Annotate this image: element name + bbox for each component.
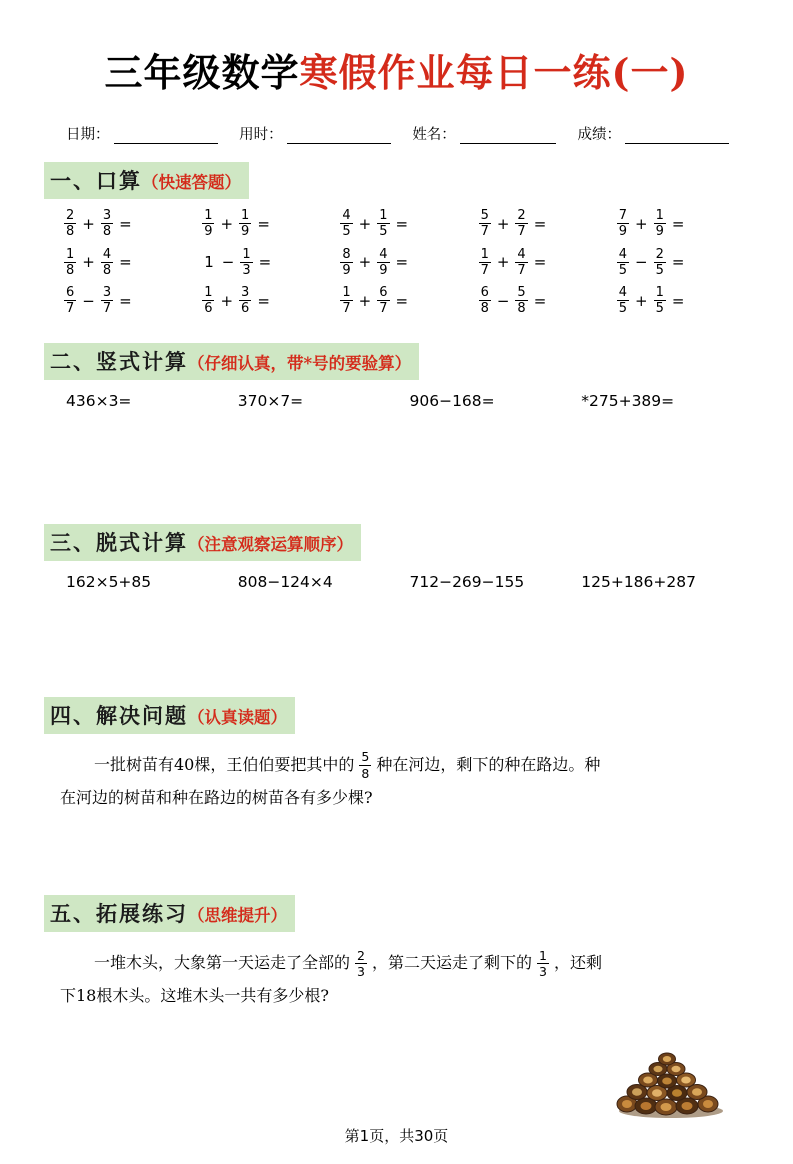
oral-problem bbox=[477, 209, 615, 239]
equals: = bbox=[257, 291, 270, 310]
fraction: $\frac{4}{5}$ bbox=[342, 208, 351, 240]
section-oral-heading bbox=[44, 162, 249, 199]
vertical-problem: *275+389= bbox=[581, 391, 675, 410]
fraction: $\frac{1}{5}$ bbox=[379, 208, 388, 240]
oral-row bbox=[62, 286, 753, 316]
equals: = bbox=[533, 291, 547, 310]
section-vertical bbox=[40, 325, 753, 506]
fraction: $\frac{1}{7}$ bbox=[342, 285, 351, 317]
stepwise-problem: 125+186+287 bbox=[581, 572, 696, 591]
operator: + bbox=[635, 291, 648, 310]
operator: + bbox=[635, 214, 648, 233]
fraction: $\frac{1}{5}$ bbox=[655, 285, 664, 317]
equals: = bbox=[671, 214, 685, 233]
word-problem-part1: 一批树苗有40棵，王伯伯要把其中的 bbox=[94, 754, 355, 774]
fraction: $\frac{1}{9}$ bbox=[204, 208, 213, 240]
section-stepwise-number: 三、脱式计算 bbox=[50, 529, 188, 555]
extension-part4: 下18根木头。这堆木头一共有多少根? bbox=[60, 986, 329, 1006]
operator: + bbox=[82, 253, 95, 272]
oral-problem bbox=[615, 209, 753, 239]
oral-problem bbox=[338, 248, 476, 278]
section-oral bbox=[40, 144, 753, 316]
equals: = bbox=[258, 253, 272, 272]
operator: + bbox=[496, 253, 510, 272]
section-vertical-heading bbox=[44, 343, 419, 380]
stepwise-problem: 162×5+85 bbox=[66, 572, 152, 591]
equals: = bbox=[395, 291, 409, 310]
fraction: $\frac{1}{9}$ bbox=[241, 208, 250, 240]
score-label: 成绩： bbox=[577, 127, 621, 143]
extension-part2: ，第二天运走了剩下的 bbox=[371, 952, 532, 972]
fraction: $\frac{2}{7}$ bbox=[517, 208, 526, 240]
equals: = bbox=[395, 253, 409, 272]
section-word-problem-hint: （认真读题） bbox=[188, 707, 287, 727]
operator: − bbox=[496, 291, 510, 310]
oral-problem bbox=[200, 209, 338, 239]
section-extension bbox=[40, 877, 753, 1013]
equals: = bbox=[119, 291, 132, 310]
equals: = bbox=[533, 253, 547, 272]
extension-problem-text bbox=[44, 946, 753, 1013]
fraction: $\frac{5}{8}$ bbox=[361, 749, 370, 781]
fraction: $\frac{3}{8}$ bbox=[102, 208, 112, 240]
operator: − bbox=[635, 253, 648, 272]
section-extension-heading bbox=[44, 895, 295, 932]
woodpile-illustration bbox=[611, 1036, 731, 1118]
name-blank[interactable] bbox=[460, 129, 556, 144]
fraction: $\frac{5}{7}$ bbox=[480, 208, 489, 240]
name-field[interactable] bbox=[412, 123, 556, 144]
fraction: $\frac{1}{6}$ bbox=[204, 285, 213, 317]
fraction: $\frac{6}{7}$ bbox=[66, 285, 75, 317]
vertical-problem-row bbox=[44, 392, 753, 410]
section-extension-number: 五、拓展练习 bbox=[50, 900, 188, 926]
fraction: $\frac{6}{7}$ bbox=[379, 285, 388, 317]
operator: + bbox=[220, 214, 234, 233]
name-label: 姓名： bbox=[412, 127, 456, 143]
operator: − bbox=[82, 291, 95, 310]
stepwise-problem: 712−269−155 bbox=[409, 572, 525, 591]
word-problem-text bbox=[44, 748, 753, 815]
extension-part3: ，还剩 bbox=[553, 952, 602, 972]
student-info-row bbox=[40, 123, 753, 144]
stepwise-work-area[interactable] bbox=[44, 591, 753, 679]
equals: = bbox=[671, 291, 685, 310]
word-problem-part3: 在河边的树苗和种在路边的树苗各有多少棵? bbox=[60, 788, 373, 808]
fraction: $\frac{8}{9}$ bbox=[342, 246, 351, 278]
section-vertical-hint: （仔细认真，带*号的要验算） bbox=[188, 353, 412, 373]
date-blank[interactable] bbox=[114, 129, 218, 144]
extension-part1: 一堆木头，大象第一天运走了全部的 bbox=[94, 952, 351, 972]
oral-problem-grid bbox=[44, 209, 753, 316]
equals: = bbox=[119, 214, 132, 233]
section-word-problem bbox=[40, 679, 753, 877]
worksheet-page bbox=[0, 42, 793, 1164]
fraction: $\frac{6}{8}$ bbox=[480, 285, 489, 317]
fraction: $\frac{7}{9}$ bbox=[618, 208, 628, 240]
oral-row bbox=[62, 209, 753, 239]
fraction: $\frac{2}{3}$ bbox=[357, 947, 365, 979]
section-extension-hint: （思维提升） bbox=[188, 905, 287, 925]
stepwise-problem: 808−124×4 bbox=[237, 572, 333, 591]
fraction: $\frac{4}{7}$ bbox=[517, 246, 526, 278]
word-problem-work-area[interactable] bbox=[44, 815, 753, 877]
score-field[interactable] bbox=[577, 123, 729, 144]
section-oral-number: 一、口算 bbox=[50, 168, 142, 193]
section-word-problem-number: 四、解决问题 bbox=[50, 702, 188, 728]
oral-problem bbox=[62, 248, 200, 278]
fraction: $\frac{1}{3}$ bbox=[538, 947, 547, 979]
fraction: $\frac{1}{9}$ bbox=[655, 208, 664, 240]
oral-problem bbox=[477, 286, 615, 316]
equals: = bbox=[395, 214, 409, 233]
vertical-work-area[interactable] bbox=[44, 410, 753, 506]
fraction: $\frac{2}{5}$ bbox=[655, 246, 664, 278]
fraction: $\frac{4}{8}$ bbox=[102, 246, 112, 278]
fraction: $\frac{1}{7}$ bbox=[480, 246, 489, 278]
fraction: $\frac{5}{8}$ bbox=[517, 285, 526, 317]
section-vertical-number: 二、竖式计算 bbox=[50, 348, 188, 374]
fraction: $\frac{3}{6}$ bbox=[241, 285, 250, 317]
equals: = bbox=[119, 253, 132, 272]
vertical-problem: 370×7= bbox=[237, 391, 304, 410]
operator: + bbox=[358, 214, 372, 233]
fraction: $\frac{3}{7}$ bbox=[102, 285, 112, 317]
oral-problem bbox=[62, 209, 200, 239]
date-label: 日期： bbox=[66, 127, 110, 143]
word-problem-part2: 种在河边，剩下的种在路边。种 bbox=[376, 754, 601, 774]
time-label: 用时： bbox=[239, 127, 283, 143]
page-title-black: 三年级数学 bbox=[104, 50, 300, 95]
oral-problem bbox=[200, 248, 338, 278]
vertical-problem: 906−168= bbox=[409, 391, 495, 410]
score-blank[interactable] bbox=[625, 129, 729, 144]
section-word-problem-heading bbox=[44, 697, 295, 734]
page-title bbox=[40, 42, 753, 97]
oral-problem bbox=[338, 209, 476, 239]
date-field[interactable] bbox=[66, 123, 218, 144]
oral-problem bbox=[62, 286, 200, 316]
time-blank[interactable] bbox=[287, 129, 391, 144]
equals: = bbox=[533, 214, 547, 233]
oral-problem bbox=[477, 248, 615, 278]
operator: + bbox=[358, 253, 372, 272]
section-stepwise-heading bbox=[44, 524, 361, 561]
oral-problem bbox=[615, 286, 753, 316]
fraction: $\frac{4}{5}$ bbox=[618, 285, 628, 317]
oral-problem bbox=[338, 286, 476, 316]
operator: + bbox=[496, 214, 510, 233]
fraction: $\frac{1}{8}$ bbox=[66, 246, 75, 278]
operator: + bbox=[220, 291, 234, 310]
fraction: $\frac{2}{8}$ bbox=[66, 208, 75, 240]
page-footer: 第1页，共30页 bbox=[344, 1127, 449, 1145]
fraction: $\frac{4}{5}$ bbox=[618, 246, 628, 278]
operator: + bbox=[358, 291, 372, 310]
time-field[interactable] bbox=[239, 123, 391, 144]
section-stepwise-hint: （注意观察运算顺序） bbox=[188, 534, 353, 554]
operator: − bbox=[221, 253, 235, 272]
whole-number: 1 bbox=[204, 253, 214, 272]
vertical-problem: 436×3= bbox=[66, 391, 132, 410]
equals: = bbox=[257, 214, 270, 233]
oral-problem bbox=[200, 286, 338, 316]
operator: + bbox=[82, 214, 95, 233]
oral-problem bbox=[615, 248, 753, 278]
oral-row bbox=[62, 248, 753, 278]
section-stepwise bbox=[40, 506, 753, 679]
fraction: $\frac{4}{9}$ bbox=[379, 246, 388, 278]
equals: = bbox=[671, 253, 685, 272]
stepwise-problem-row bbox=[44, 573, 753, 591]
page-title-red: 寒假作业每日一练(一) bbox=[299, 50, 689, 95]
section-oral-hint: （快速答题） bbox=[142, 173, 241, 192]
fraction: $\frac{1}{3}$ bbox=[242, 246, 251, 278]
